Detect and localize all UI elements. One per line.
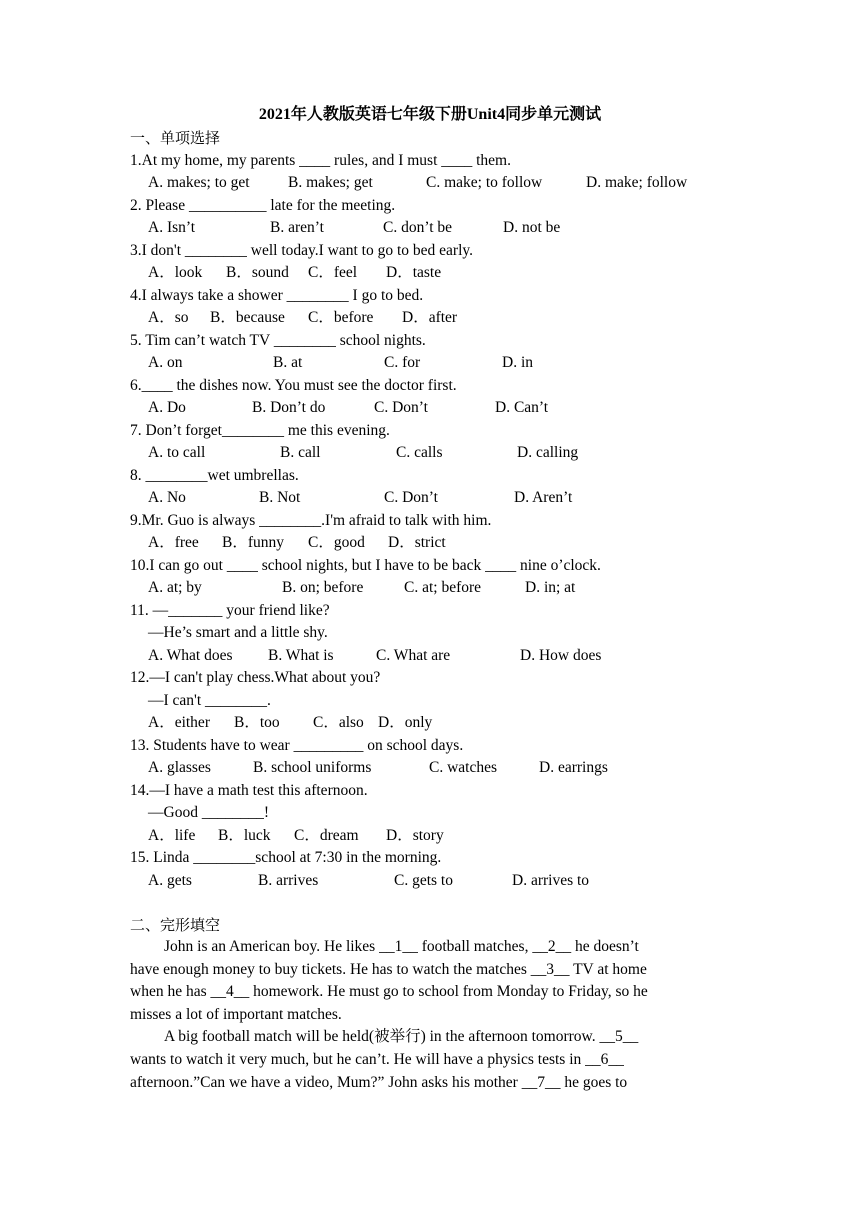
option-d[interactable]: D．only: [378, 714, 433, 731]
options-row-2: [130, 217, 720, 240]
option-c[interactable]: C．feel: [308, 264, 358, 281]
passage-line: wants to watch it very much, but he can’t. He will have a physics tests in __6__: [130, 1050, 624, 1068]
options-row-7: [130, 442, 720, 465]
option-d[interactable]: D. in: [502, 354, 533, 371]
option-d[interactable]: D. not be: [503, 219, 561, 236]
question-12-reply: —I can't ________.: [148, 691, 271, 709]
option-b[interactable]: B. arrives: [258, 871, 319, 889]
question-9: 9.Mr. Guo is always ________.I'm afraid to talk with him.: [130, 511, 492, 529]
option-c[interactable]: C. at; before: [404, 579, 482, 596]
option-a[interactable]: A. gets: [148, 871, 192, 889]
option-d[interactable]: D. calling: [517, 444, 579, 461]
option-d[interactable]: D. make; follow: [586, 174, 688, 191]
options-row-13: [130, 757, 720, 780]
question-12: 12.—I can't play chess.What about you?: [130, 669, 381, 686]
option-c[interactable]: C. for: [384, 354, 421, 371]
options-row-12: [130, 712, 720, 735]
option-b[interactable]: B. Not: [259, 489, 301, 506]
option-a[interactable]: A．either: [148, 714, 210, 731]
option-c[interactable]: C. Don’t: [374, 399, 428, 416]
question-14: 14.—I have a math test this afternoon.: [130, 781, 368, 799]
option-a[interactable]: A．so: [148, 309, 189, 326]
option-c[interactable]: C．before: [308, 309, 374, 326]
option-d[interactable]: D．after: [402, 309, 458, 326]
option-a[interactable]: A. glasses: [148, 759, 211, 776]
question-4: 4.I always take a shower ________ I go to bed.: [130, 286, 424, 304]
question-11: 11. —_______ your friend like?: [130, 601, 330, 619]
option-b[interactable]: B. What is: [268, 646, 334, 664]
option-b[interactable]: B. makes; get: [288, 174, 373, 191]
section-heading-single-choice: 一、单项选择: [130, 129, 221, 147]
option-d[interactable]: D. in; at: [525, 579, 576, 596]
passage-line: have enough money to buy tickets. He has to watch the matches __3__ TV at home: [130, 960, 647, 978]
option-b[interactable]: B．sound: [226, 264, 289, 281]
options-row-14: [130, 825, 720, 848]
option-c[interactable]: C．also: [313, 714, 364, 731]
option-c[interactable]: C. make; to follow: [426, 174, 543, 191]
option-d[interactable]: D．story: [386, 826, 444, 844]
section-heading-cloze: 二、完形填空: [130, 916, 221, 934]
passage-line: when he has __4__ homework. He must go to school from Monday to Friday, so he: [130, 983, 648, 1001]
question-1: 1.At my home, my parents ____ rules, and I must ____ them.: [130, 151, 511, 169]
option-d[interactable]: D. earrings: [539, 759, 608, 776]
option-b[interactable]: B．luck: [218, 826, 271, 844]
option-b[interactable]: B．too: [234, 714, 280, 731]
option-c[interactable]: C．good: [308, 534, 365, 551]
option-c[interactable]: C．dream: [294, 826, 359, 844]
options-row-8: [130, 487, 720, 510]
passage-line: John is an American boy. He likes __1__ football matches, __2__ he doesn’t: [164, 938, 639, 955]
question-14-reply: —Good ________!: [148, 804, 269, 821]
cloze-paragraph-1: [130, 936, 712, 1026]
option-a[interactable]: A. What does: [148, 646, 233, 664]
options-row-11: [130, 645, 720, 668]
question-6: 6.____ the dishes now. You must see the doctor first.: [130, 376, 457, 394]
option-b[interactable]: B. Don’t do: [252, 399, 326, 416]
option-c[interactable]: C. watches: [429, 759, 498, 776]
option-d[interactable]: D. How does: [520, 646, 602, 664]
options-row-9: [130, 532, 720, 555]
option-a[interactable]: A. to call: [148, 444, 206, 461]
option-b[interactable]: B. call: [280, 444, 321, 461]
passage-line: A big football match will be held(被举行) in the afternoon tomorrow. __5__: [164, 1028, 639, 1046]
option-c[interactable]: C. gets to: [394, 871, 453, 889]
options-row-15: [130, 870, 720, 893]
option-a[interactable]: A．free: [148, 534, 199, 551]
options-row-1: [130, 172, 720, 195]
option-a[interactable]: A. makes; to get: [148, 174, 250, 191]
option-b[interactable]: B．because: [210, 309, 285, 326]
options-row-10: [130, 577, 720, 600]
option-c[interactable]: C. What are: [376, 646, 451, 664]
document-title: 2021年人教版英语七年级下册Unit4同步单元测试: [258, 106, 602, 123]
question-5: 5. Tim can’t watch TV ________ school nights.: [130, 331, 426, 349]
option-a[interactable]: A. at; by: [148, 579, 202, 596]
question-3: 3.I don't ________ well today.I want to go to bed early.: [130, 241, 474, 259]
question-15: 15. Linda ________school at 7:30 in the morning.: [130, 849, 442, 866]
option-a[interactable]: A. Isn’t: [148, 219, 196, 236]
option-a[interactable]: A. No: [148, 489, 186, 506]
question-7: 7. Don’t forget________ me this evening.: [130, 421, 390, 439]
options-row-4: [130, 307, 720, 330]
question-11-reply: —He’s smart and a little shy.: [148, 624, 328, 641]
question-2: 2. Please __________ late for the meeting.: [130, 196, 396, 214]
option-a[interactable]: A. on: [148, 354, 183, 371]
option-c[interactable]: C. calls: [396, 444, 443, 461]
cloze-paragraph-2: [130, 1026, 712, 1094]
option-d[interactable]: D．strict: [388, 534, 446, 551]
question-10: 10.I can go out ____ school nights, but I have to be back ____ nine o’clock.: [130, 556, 601, 574]
option-c[interactable]: C. don’t be: [383, 219, 453, 236]
option-b[interactable]: B. at: [273, 354, 303, 371]
options-row-5: [130, 352, 720, 375]
cloze-passage: [130, 936, 712, 1094]
option-b[interactable]: B. on; before: [282, 579, 364, 596]
options-row-6: [130, 397, 720, 420]
passage-line: misses a lot of important matches.: [130, 1005, 342, 1023]
option-c[interactable]: C. Don’t: [384, 489, 438, 506]
option-b[interactable]: B. school uniforms: [253, 759, 372, 776]
section-single-choice: [130, 127, 720, 892]
question-13: 13. Students have to wear _________ on school days.: [130, 736, 464, 754]
option-a[interactable]: A．life: [148, 826, 196, 844]
option-d[interactable]: D．taste: [386, 264, 442, 281]
option-d[interactable]: D. Aren’t: [514, 489, 573, 506]
option-d[interactable]: D. Can’t: [495, 399, 549, 416]
question-8: 8. ________wet umbrellas.: [130, 466, 299, 484]
option-b[interactable]: B．funny: [222, 534, 285, 551]
option-a[interactable]: A．look: [148, 264, 203, 281]
passage-line: afternoon.”Can we have a video, Mum?” John asks his mother __7__ he goes to: [130, 1073, 628, 1091]
option-a[interactable]: A. Do: [148, 399, 186, 416]
option-b[interactable]: B. aren’t: [270, 219, 324, 236]
options-row-3: [130, 262, 720, 285]
option-d[interactable]: D. arrives to: [512, 871, 590, 889]
